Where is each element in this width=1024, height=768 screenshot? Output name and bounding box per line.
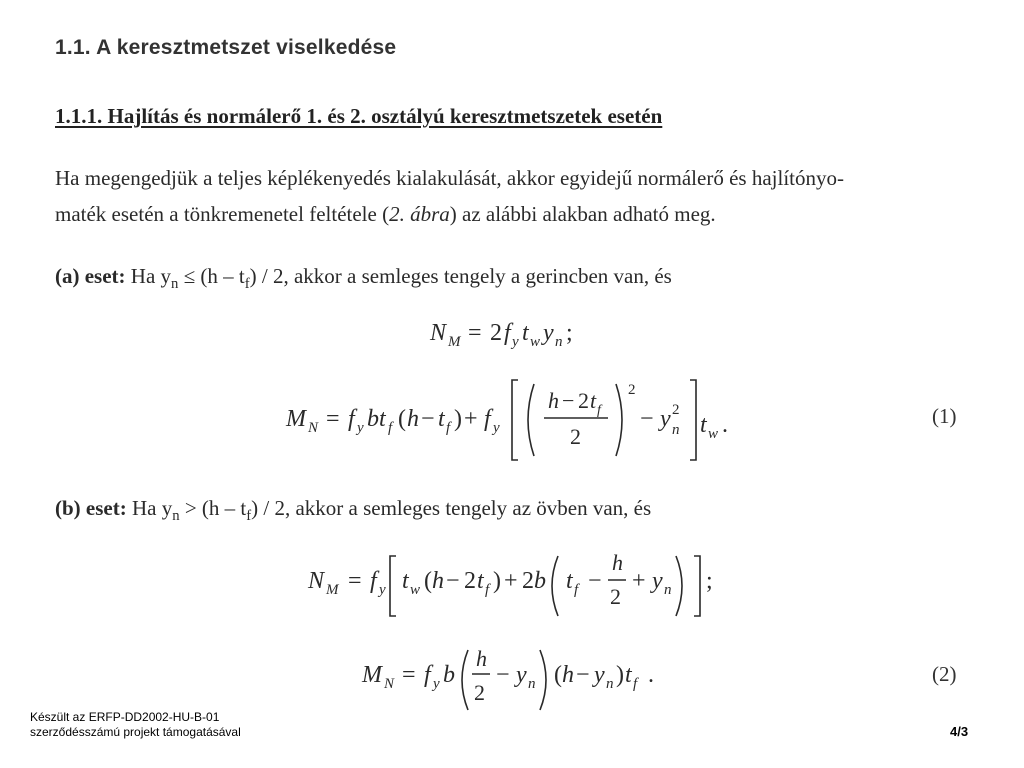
svg-text:): ): [616, 662, 624, 688]
paragraph-line-2-end: ) az alábbi alakban adható meg.: [449, 202, 716, 226]
svg-text:N: N: [308, 568, 325, 594]
svg-text:f: f: [370, 568, 377, 594]
svg-text:y: y: [379, 582, 386, 598]
svg-text:t: t: [522, 320, 529, 346]
svg-text:b: b: [534, 568, 546, 594]
svg-text:w: w: [708, 426, 719, 442]
paragraph-line-2-start: maték esetén a tönkremenetel feltétele (: [55, 202, 390, 226]
svg-text:2: 2: [490, 320, 502, 346]
svg-text:2: 2: [522, 568, 534, 594]
svg-text:+: +: [504, 568, 518, 594]
svg-text:=: =: [468, 320, 482, 346]
svg-text:bt: bt: [367, 406, 386, 432]
svg-text:.: .: [648, 662, 654, 688]
svg-text:t: t: [438, 406, 445, 432]
svg-text:y: y: [652, 568, 663, 594]
svg-text:h: h: [476, 646, 487, 671]
svg-text:2: 2: [464, 568, 476, 594]
svg-text:n: n: [606, 676, 614, 692]
svg-text:+: +: [464, 406, 478, 432]
svg-text:n: n: [555, 334, 563, 350]
svg-text:f: f: [597, 403, 601, 418]
svg-text:f: f: [633, 676, 638, 692]
section-title: 1.1. A keresztmetszet viselkedése: [55, 36, 397, 59]
svg-text:2: 2: [570, 424, 581, 449]
case-a-text: Ha y: [125, 264, 172, 288]
svg-text:f: f: [424, 662, 431, 688]
equation-b2: [362, 646, 682, 712]
case-a-relation: ≤ (h – t: [178, 264, 245, 288]
svg-text:N: N: [308, 420, 319, 436]
svg-text:y: y: [543, 320, 554, 346]
svg-text:2: 2: [578, 388, 589, 413]
svg-text:f: f: [574, 582, 579, 598]
footer-credit: [30, 710, 241, 740]
paragraph-line-2: [55, 202, 716, 227]
svg-text:2: 2: [610, 584, 621, 609]
svg-text:−: −: [446, 568, 460, 594]
svg-text:n: n: [672, 422, 680, 438]
svg-text:y: y: [357, 420, 364, 436]
svg-text:(: (: [554, 662, 562, 688]
svg-text:=: =: [402, 662, 416, 688]
svg-text:+: +: [632, 568, 646, 594]
equation-a1: [430, 312, 610, 352]
equation-b1: [308, 540, 728, 620]
svg-text:2: 2: [628, 382, 636, 398]
svg-text:M: M: [286, 406, 306, 432]
svg-text:2: 2: [474, 680, 485, 705]
svg-text:y: y: [512, 334, 519, 350]
svg-text:M: M: [326, 582, 339, 598]
svg-text:h: h: [432, 568, 444, 594]
svg-text:−: −: [562, 388, 575, 413]
svg-text:−: −: [496, 662, 510, 688]
svg-text:h: h: [407, 406, 419, 432]
svg-text:−: −: [588, 568, 602, 594]
svg-text:−: −: [421, 406, 435, 432]
svg-text:2: 2: [672, 402, 680, 418]
svg-text:): ): [454, 406, 462, 432]
svg-text:y: y: [660, 406, 671, 432]
figure-reference: 2. ábra: [389, 202, 450, 226]
svg-text:t: t: [700, 412, 707, 438]
case-b-label: (b) eset:: [55, 496, 127, 520]
svg-text:N: N: [430, 320, 447, 346]
svg-text:=: =: [348, 568, 362, 594]
subsection-title: 1.1.1. Hajlítás és normálerő 1. és 2. osztályú keresztmetszetek esetén: [55, 104, 663, 128]
svg-text:f: f: [485, 582, 490, 598]
svg-text:f: f: [388, 420, 393, 436]
svg-text:h: h: [548, 388, 559, 413]
svg-text:y: y: [594, 662, 605, 688]
footer-line-1: Készült az ERFP-DD2002-HU-B-01: [30, 710, 220, 724]
case-a-label: (a) eset:: [55, 264, 126, 288]
svg-text:=: =: [326, 406, 340, 432]
svg-text:): ): [493, 568, 501, 594]
case-a-sub-f: f: [244, 276, 250, 293]
svg-text:y: y: [433, 676, 440, 692]
svg-text:b: b: [443, 662, 455, 688]
case-b-sub-f: f: [246, 508, 252, 525]
svg-text:n: n: [664, 582, 672, 598]
case-a-line: [55, 264, 672, 293]
case-a-sub-n: n: [171, 276, 179, 293]
equation-number-2: (2): [932, 662, 957, 686]
svg-text:(: (: [398, 406, 406, 432]
svg-text:n: n: [528, 676, 536, 692]
svg-text:t: t: [402, 568, 409, 594]
paragraph-line-1: Ha megengedjük a teljes képlékenyedés kialakulását, akkor egyidejű normálerő és hajlítónyo-: [55, 166, 844, 190]
page-number: 4/3: [950, 724, 969, 739]
svg-text:t: t: [566, 568, 573, 594]
svg-text:t: t: [477, 568, 484, 594]
equation-number-1: (1): [932, 404, 957, 428]
svg-text:y: y: [493, 420, 500, 436]
case-b-relation: > (h – t: [179, 496, 247, 520]
svg-text:t: t: [625, 662, 632, 688]
footer-line-2: szerződésszámú projekt támogatásával: [30, 725, 241, 739]
svg-text:M: M: [362, 662, 382, 688]
svg-text:f: f: [484, 406, 491, 432]
svg-text:h: h: [612, 550, 623, 575]
case-b-sub-n: n: [172, 508, 180, 525]
svg-text:−: −: [576, 662, 590, 688]
svg-text:f: f: [348, 406, 355, 432]
case-b-text: Ha y: [126, 496, 173, 520]
svg-text:w: w: [410, 582, 421, 598]
case-b-rest: ) / 2, akkor a semleges tengely az övben van, és: [251, 496, 652, 520]
svg-text:(: (: [424, 568, 432, 594]
svg-text:N: N: [384, 676, 395, 692]
equation-a2: [286, 372, 756, 464]
case-b-line: [55, 496, 651, 525]
svg-text:w: w: [530, 334, 541, 350]
svg-text:;: ;: [566, 320, 573, 346]
svg-text:f: f: [446, 420, 451, 436]
svg-text:y: y: [516, 662, 527, 688]
svg-text:t: t: [590, 388, 597, 413]
svg-text:f: f: [504, 320, 511, 346]
svg-text:M: M: [448, 334, 461, 350]
svg-text:h: h: [562, 662, 574, 688]
svg-text:;: ;: [706, 568, 713, 594]
svg-text:−: −: [640, 406, 654, 432]
svg-text:.: .: [722, 412, 728, 438]
case-a-rest: ) / 2, akkor a semleges tengely a gerincben van, és: [249, 264, 672, 288]
